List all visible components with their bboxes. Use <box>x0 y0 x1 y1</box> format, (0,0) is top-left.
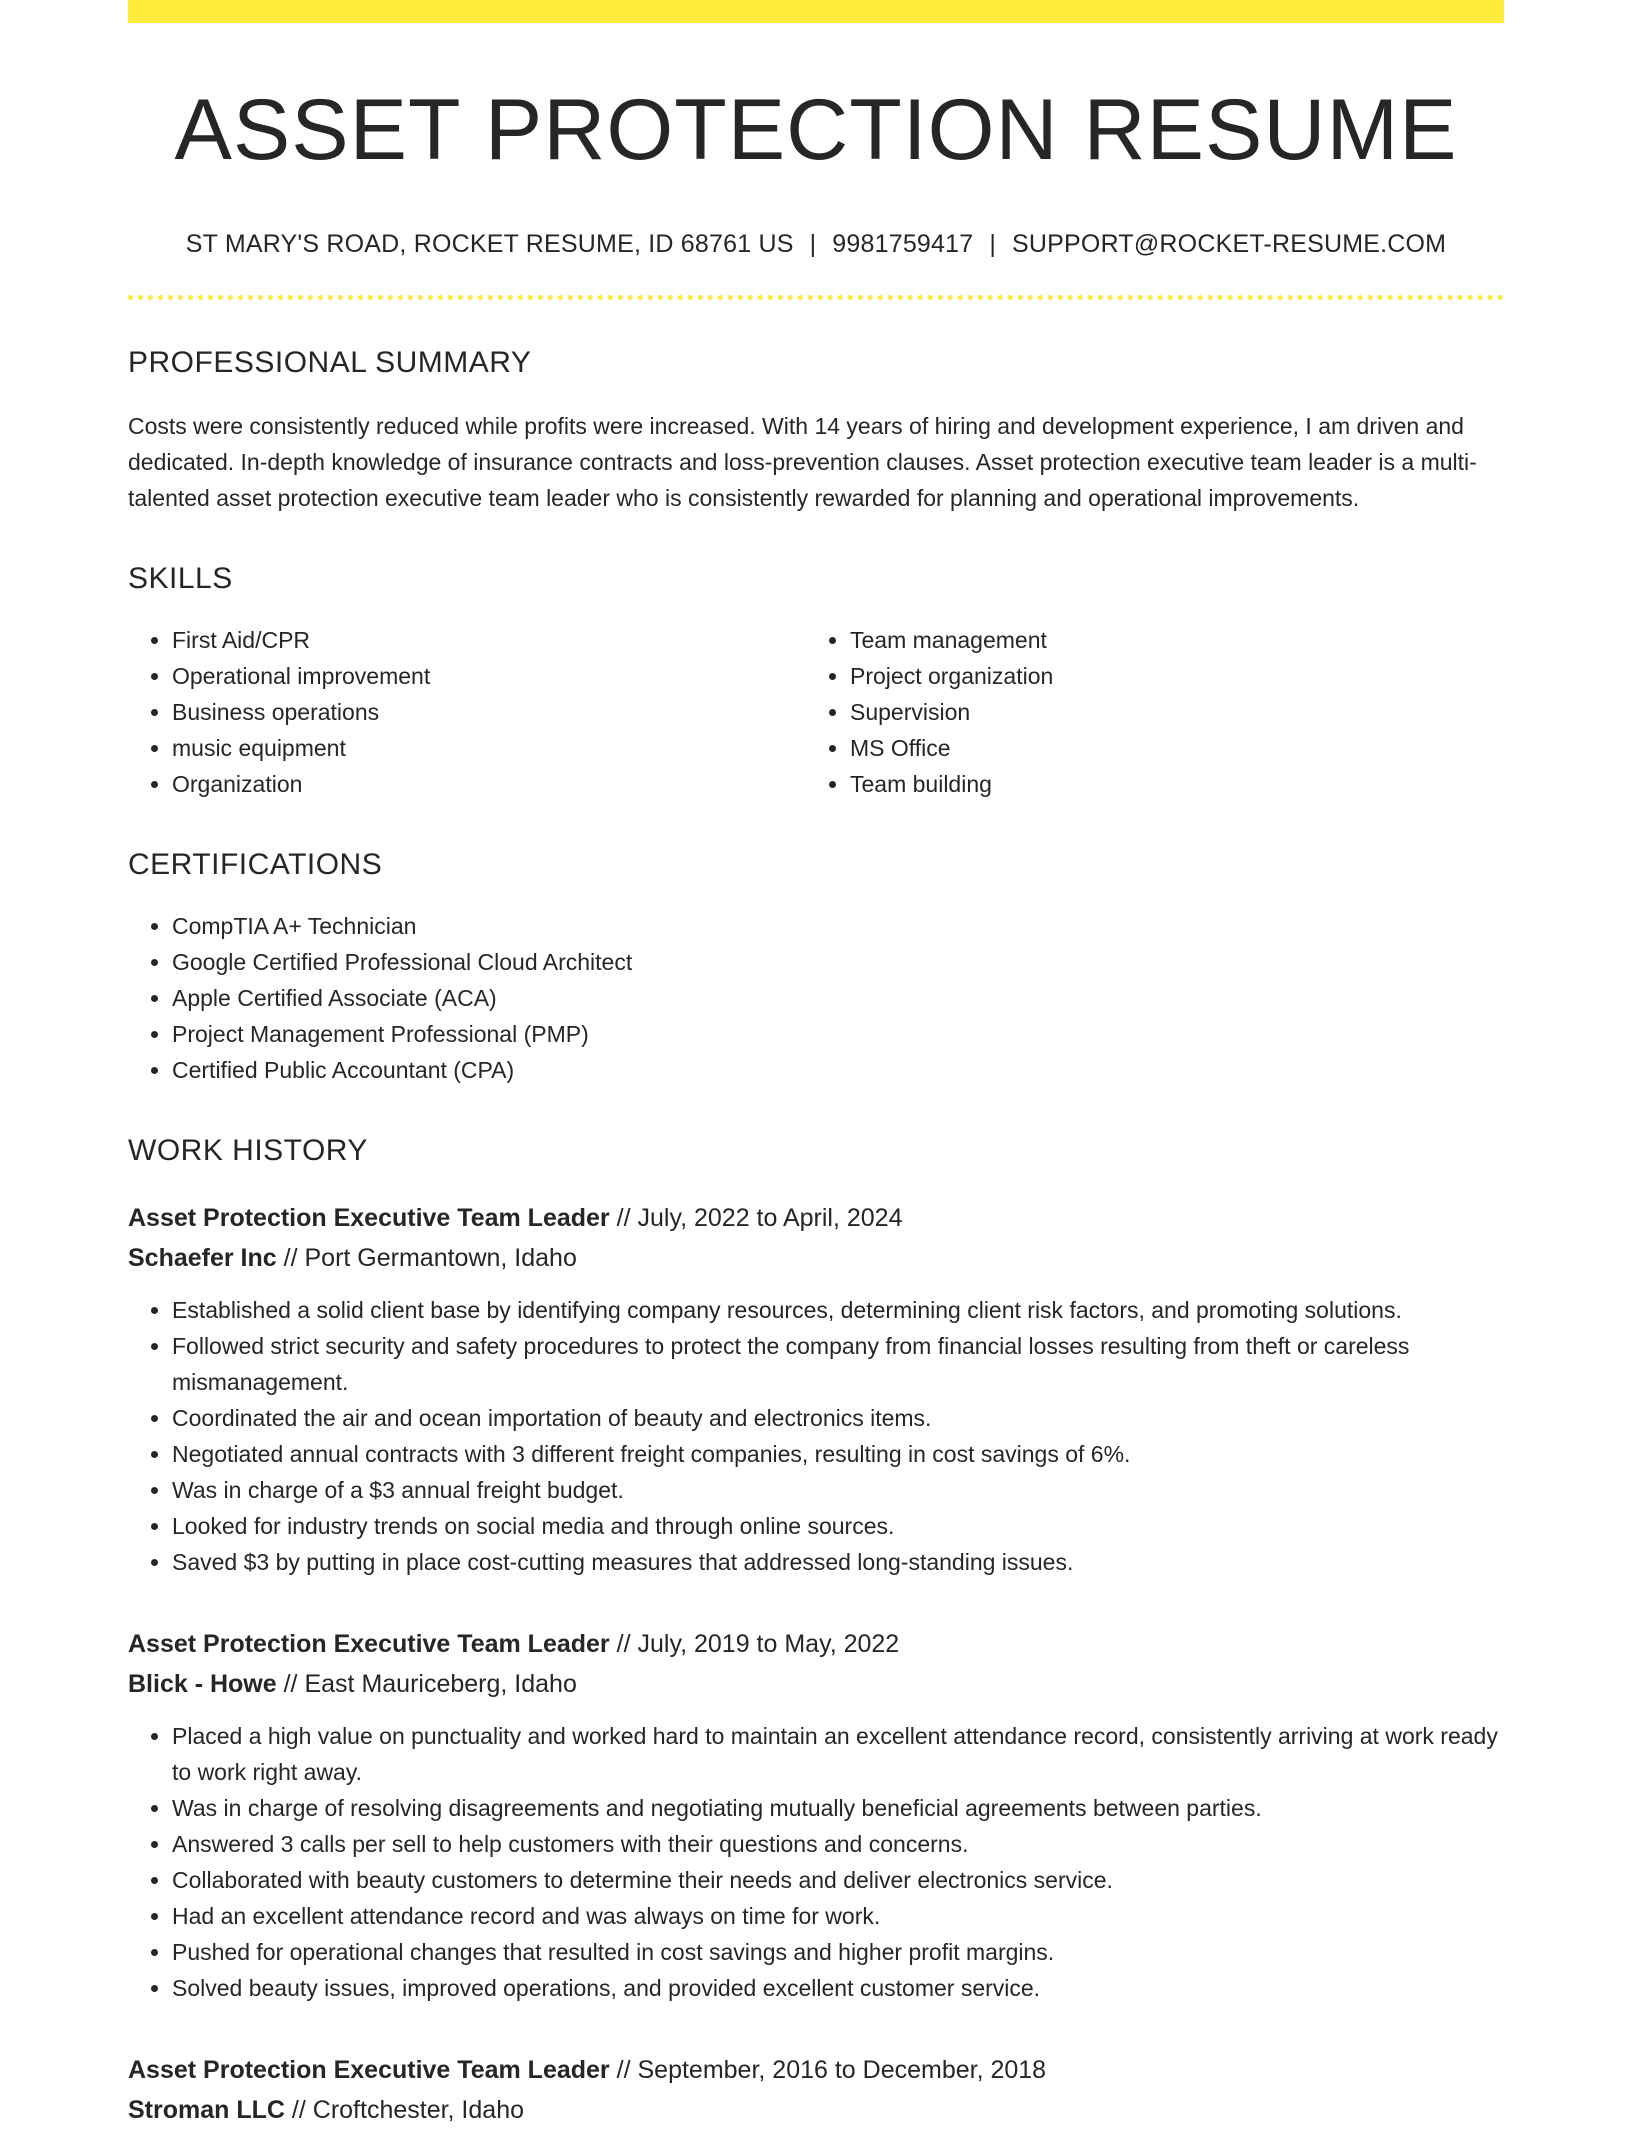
skills-heading: SKILLS <box>128 561 233 595</box>
job-bullet: • Collaborated with beauty customers to determine their needs and deliver electronics service. <box>172 1862 1504 1898</box>
job-divider: // <box>616 1203 631 1232</box>
skill-item: • MS Office <box>850 730 1484 766</box>
job-entry <box>128 1624 1504 2006</box>
skill-item: • Project organization <box>850 658 1484 694</box>
job-divider: // <box>291 2095 306 2124</box>
skills-left-list <box>128 622 806 802</box>
resume-page <box>128 0 1504 2130</box>
skill-item: • Operational improvement <box>172 658 806 694</box>
skill-item: • music equipment <box>172 730 806 766</box>
accent-bar <box>128 0 1504 23</box>
job-divider: // <box>616 2055 631 2084</box>
job-divider: // <box>283 1243 298 1272</box>
job-title-line <box>128 1624 1504 1664</box>
certifications-list <box>128 908 1504 1088</box>
job-bullet: • Placed a high value on punctuality and worked hard to maintain an excellent attendance record, consistently arriving at work ready to work right away. <box>172 1718 1504 1790</box>
job-title-line <box>128 1198 1504 1238</box>
job-bullet: • Was in charge of resolving disagreements and negotiating mutually beneficial agreements between parties. <box>172 1790 1504 1826</box>
job-bullet: • Coordinated the air and ocean importation of beauty and electronics items. <box>172 1400 1504 1436</box>
summary-text: Costs were consistently reduced while profits were increased. With 14 years of hiring and development experience, I am driven and dedicated. In-depth knowledge of insurance contracts and loss-prevention clauses. Asset protection executive team leader is a multi-talented asset protection executive team leader who is consistently rewarded for planning and operational improvements. <box>128 412 1477 511</box>
summary-heading: PROFESSIONAL SUMMARY <box>128 345 532 379</box>
job-title: Asset Protection Executive Team Leader <box>128 1629 610 1658</box>
job-company: Schaefer Inc <box>128 1243 277 1272</box>
job-company-line <box>128 2090 1504 2130</box>
resume-title: ASSET PROTECTION RESUME <box>174 82 1458 178</box>
job-entry <box>128 1198 1504 1580</box>
skill-item: • Supervision <box>850 694 1484 730</box>
job-company: Stroman LLC <box>128 2095 285 2124</box>
skill-item: • Team management <box>850 622 1484 658</box>
address: ST MARY'S ROAD, ROCKET RESUME, ID 68761 US <box>185 229 794 258</box>
job-bullet: • Was in charge of a $3 annual freight budget. <box>172 1472 1504 1508</box>
contact-separator: | <box>809 229 817 258</box>
job-dates: September, 2016 to December, 2018 <box>637 2055 1047 2084</box>
job-location: East Mauriceberg, Idaho <box>304 1669 577 1698</box>
job-bullets <box>128 1718 1504 2006</box>
certification-item: • Project Management Professional (PMP) <box>172 1016 1504 1052</box>
job-bullet: • Solved beauty issues, improved operations, and provided excellent customer service. <box>172 1970 1504 2006</box>
job-location: Port Germantown, Idaho <box>304 1243 577 1272</box>
skill-item: • Organization <box>172 766 806 802</box>
job-divider: // <box>283 1669 298 1698</box>
job-company: Blick - Howe <box>128 1669 277 1698</box>
certifications-heading: CERTIFICATIONS <box>128 847 383 881</box>
job-bullet: • Saved $3 by putting in place cost-cutting measures that addressed long-standing issues. <box>172 1544 1504 1580</box>
skills-right-list <box>806 622 1484 802</box>
skills-columns <box>128 622 1504 802</box>
job-dates: July, 2022 to April, 2024 <box>637 1203 903 1232</box>
skill-item: • Business operations <box>172 694 806 730</box>
job-location: Croftchester, Idaho <box>312 2095 524 2124</box>
contact-separator: | <box>989 229 997 258</box>
job-bullet: • Negotiated annual contracts with 3 different freight companies, resulting in cost savings of 6%. <box>172 1436 1504 1472</box>
job-company-line <box>128 1238 1504 1278</box>
certification-item: • Apple Certified Associate (ACA) <box>172 980 1504 1016</box>
job-dates: July, 2019 to May, 2022 <box>637 1629 900 1658</box>
certification-item: • Certified Public Accountant (CPA) <box>172 1052 1504 1088</box>
contact-line <box>128 230 1504 259</box>
job-bullet: • Looked for industry trends on social media and through online sources. <box>172 1508 1504 1544</box>
email: SUPPORT@ROCKET-RESUME.COM <box>1012 229 1447 258</box>
job-bullet: • Answered 3 calls per sell to help customers with their questions and concerns. <box>172 1826 1504 1862</box>
job-bullet: • Pushed for operational changes that resulted in cost savings and higher profit margins. <box>172 1934 1504 1970</box>
job-title: Asset Protection Executive Team Leader <box>128 1203 610 1232</box>
job-bullet: • Established a solid client base by identifying company resources, determining client risk factors, and promoting solutions. <box>172 1292 1504 1328</box>
certification-item: • Google Certified Professional Cloud Architect <box>172 944 1504 980</box>
certification-item: • CompTIA A+ Technician <box>172 908 1504 944</box>
job-bullets <box>128 1292 1504 1580</box>
dotted-divider <box>128 295 1504 300</box>
skill-item: • Team building <box>850 766 1484 802</box>
job-bullet: • Followed strict security and safety procedures to protect the company from financial losses resulting from theft or careless mismanagement. <box>172 1328 1504 1400</box>
job-bullet: • Had an excellent attendance record and was always on time for work. <box>172 1898 1504 1934</box>
job-divider: // <box>616 1629 631 1658</box>
skill-item: • First Aid/CPR <box>172 622 806 658</box>
job-title-line <box>128 2050 1504 2090</box>
job-company-line <box>128 1664 1504 1704</box>
job-title: Asset Protection Executive Team Leader <box>128 2055 610 2084</box>
job-entry <box>128 2050 1504 2130</box>
phone: 9981759417 <box>832 229 974 258</box>
work-history-heading: WORK HISTORY <box>128 1133 368 1167</box>
